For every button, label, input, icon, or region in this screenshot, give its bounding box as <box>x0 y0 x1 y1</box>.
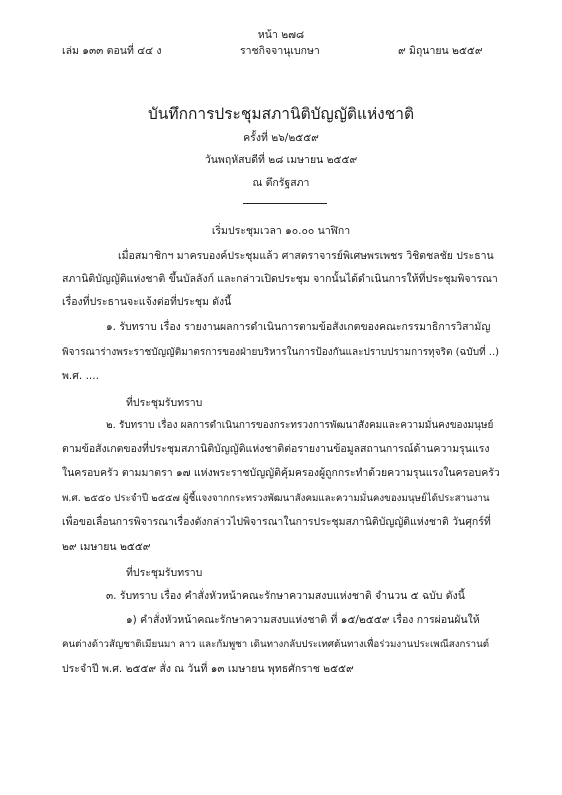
item2-line-6: ๒๙ เมษายน ๒๕๕๙ <box>62 541 151 553</box>
item1-acknowledged: ที่ประชุมรับทราบ <box>126 397 203 409</box>
page-number: หน้า ๒๗๘ <box>257 29 305 41</box>
start-time: เริ่มประชุมเวลา ๑๐.๐๐ นาฬิกา <box>211 225 351 237</box>
item2-line-4: พ.ศ. ๒๕๕๐ ประจำปี ๒๕๕๗ ผู้ชี้แจงจากกระทรวงพัฒนาสังคมและความมั่นคงของมนุษย์ได้ประสานงาน <box>62 493 490 504</box>
volume-issue: เล่ม ๑๓๓ ตอนที่ ๔๔ ง <box>62 45 162 57</box>
item1-line-3: พ.ศ. .... <box>62 370 99 382</box>
item2-acknowledged: ที่ประชุมรับทราบ <box>126 567 203 579</box>
item2-line-5: เพื่อขอเลื่อนการพิจารณาเรื่องดังกล่าวไปพิจารณาในการประชุมสภานิติบัญญัติแห่งชาติ วันศุกร์ที่ <box>62 516 491 528</box>
publication-name: ราชกิจจานุเบกษา <box>240 45 320 57</box>
document-title: บันทึกการประชุมสภานิติบัญญัติแห่งชาติ <box>147 105 415 123</box>
opening-line-3: เรื่องที่ประธานจะแจ้งต่อที่ประชุม ดังนี้ <box>62 296 232 308</box>
item2-line-1: ๒. รับทราบ เรื่อง ผลการดำเนินการของกระทรวงการพัฒนาสังคมและความมั่นคงของมนุษย์ <box>106 420 494 431</box>
item1-line-1: ๑. รับทราบ เรื่อง รายงานผลการดำเนินการตามข้อสังเกตของคณะกรรมาธิการวิสามัญ <box>106 321 491 333</box>
item1-line-2: พิจารณาร่างพระราชบัญญัติมาตรการของฝ่ายบริหารในการป้องกันและปราบปรามการทุจริต (ฉบับที่ ..) <box>62 347 500 358</box>
session-number: ครั้งที่ ๒๖/๒๕๕๙ <box>243 132 319 144</box>
opening-line-1: เมื่อสมาชิกฯ มาครบองค์ประชุมแล้ว ศาสตราจารย์พิเศษพรเพชร วิชิตชลชัย ประธาน <box>118 250 494 262</box>
publication-date: ๙ มิถุนายน ๒๕๕๙ <box>398 45 483 57</box>
title-divider <box>243 203 327 204</box>
item3-1-line-3: ประจำปี พ.ศ. ๒๕๕๙ สั่ง ณ วันที่ ๑๓ เมษายน พุทธศักราช ๒๕๕๙ <box>62 663 354 675</box>
meeting-date: วันพฤหัสบดีที่ ๒๘ เมษายน ๒๕๕๙ <box>204 154 358 166</box>
meeting-place: ณ ตึกรัฐสภา <box>252 177 310 189</box>
opening-line-2: สภานิติบัญญัติแห่งชาติ ขึ้นบัลลังก์ และกล่าวเปิดประชุม จากนั้นได้ดำเนินการให้ที่ประชุมพิจารณา <box>62 273 498 285</box>
item2-line-3: ในครอบครัว ตามมาตรา ๑๗ แห่งพระราชบัญญัติคุ้มครองผู้ถูกกระทำด้วยความรุนแรงในครอบครัว <box>62 467 500 479</box>
item3-1-line-2: คนต่างด้าวสัญชาติเมียนมา ลาว และกัมพูชา เดินทางกลับประเทศต้นทางเพื่อร่วมงานประเพณีสงกรานต์ <box>62 639 490 650</box>
item3-line: ๓. รับทราบ เรื่อง คำสั่งหัวหน้าคณะรักษาความสงบแห่งชาติ จำนวน ๕ ฉบับ ดังนี้ <box>106 590 465 602</box>
item2-line-2: ตามข้อสังเกตของที่ประชุมสภานิติบัญญัติแห่งชาติต่อรายงานข้อมูลสถานการณ์ด้านความรุนแรง <box>62 443 490 455</box>
item3-1-line-1: ๑) คำสั่งหัวหน้าคณะรักษาความสงบแห่งชาติ ที่ ๑๕/๒๕๕๙ เรื่อง การผ่อนผันให้ <box>126 614 480 626</box>
